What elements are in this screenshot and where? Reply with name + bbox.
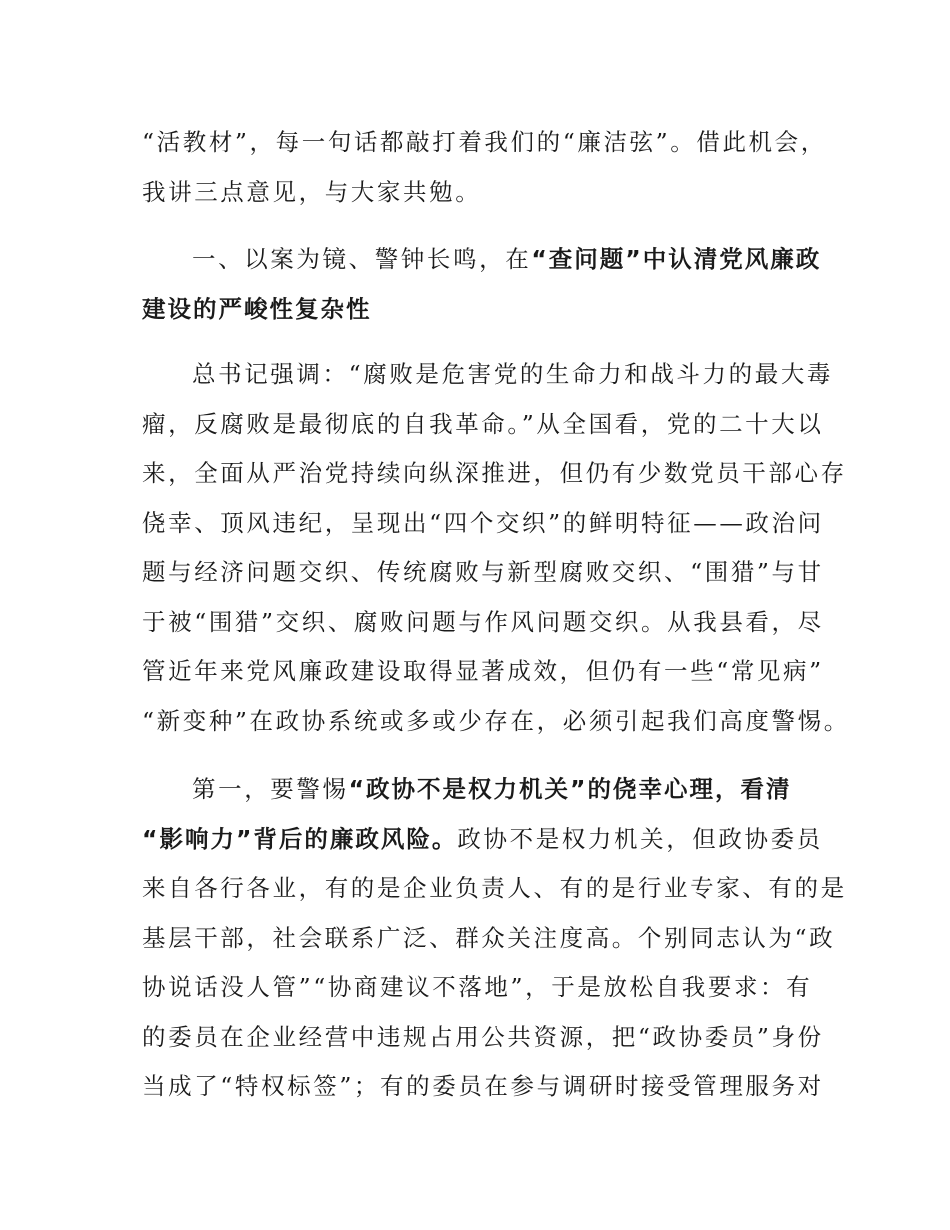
text-line: 总书记强调：“腐败是危害党的生命力和战斗力的最大毒 — [192, 360, 834, 388]
heading-bold-text: 建设的严峻性复杂性 — [142, 294, 372, 323]
paragraph-bold-text: “政协不是权力机关”的侥幸心理，看清 — [348, 775, 792, 803]
text-line: 当成了“特权标签”；有的委员在参与调研时接受管理服务对 — [142, 1072, 824, 1100]
text-line: 管近年来党风廉政建设取得显著成效，但仍有一些“常见病” — [142, 657, 824, 685]
heading-line — [142, 235, 822, 285]
text-line: 协说话没人管”“协商建议不落地”，于是放松自我要求：有 — [142, 973, 813, 1001]
text-line — [142, 765, 814, 815]
text-line: “活教材”，每一句话都敲打着我们的“廉洁弦”。借此机会， — [142, 128, 827, 156]
heading-bold-text: “查问题”中认清党风廉政 — [531, 245, 822, 273]
text-line — [142, 815, 823, 865]
paragraph-body-2 — [142, 765, 847, 1112]
text-line: 于被“围猎”交织、腐败问题与作风问题交织。从我县看，尽 — [142, 607, 824, 636]
text-line: 来自各行各业，有的是企业负责人、有的是行业专家、有的是 — [142, 874, 847, 902]
text-line: 来，全面从严治党持续向纵深推进，但仍有少数党员干部心存 — [142, 459, 847, 487]
text-line: 的委员在企业经营中违规占用公共资源，把“政协委员”身份 — [142, 1022, 824, 1051]
text-line: 题与经济问题交织、传统腐败与新型腐败交织、“围猎”与甘 — [142, 558, 824, 586]
section-heading-1 — [142, 235, 822, 334]
heading-prefix: 一、以案为镜、警钟长鸣，在 — [192, 245, 532, 273]
text-line: 基层干部，社会联系广泛、群众关注度高。个别同志认为“政 — [142, 923, 836, 952]
paragraph-body-1 — [142, 350, 850, 746]
text-line: 瘤，反腐败是最彻底的自我革命。”从全国看，党的二十大以 — [142, 409, 824, 438]
text-line: 我讲三点意见，与大家共勉。 — [142, 177, 482, 206]
paragraph-bold-text: “影响力”背后的廉政风险。 — [142, 824, 458, 853]
paragraph-prefix: 第一，要警惕 — [192, 775, 349, 803]
paragraph-intro — [142, 118, 827, 217]
text-line: 侥幸、顶风违纪，呈现出“四个交织”的鲜明特征——政治问 — [142, 508, 824, 537]
paragraph-text: 政协不是权力机关，但政协委员 — [457, 824, 823, 853]
text-line: “新变种”在政协系统或多或少存在，必须引起我们高度警惕。 — [142, 706, 850, 735]
